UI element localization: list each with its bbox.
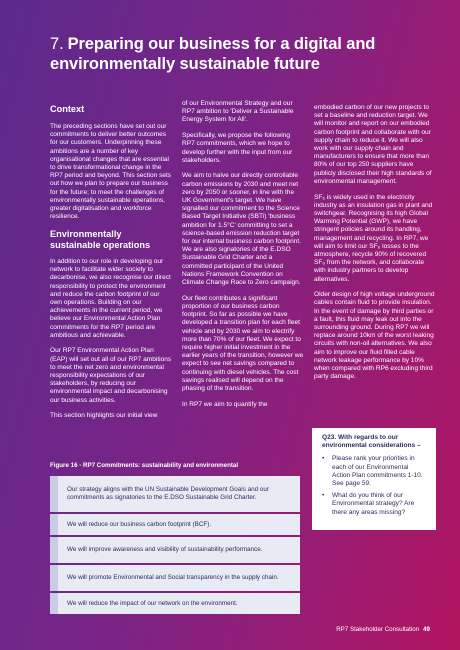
paragraph: Our fleet contributes a significant proportion of our business carbon footprint. So far as possible we have developed a transition plan for each fleet vehicle and by 2030 we aim to electrify more than 70% of our fleet. We expect to require higher initial investment in the earlier years of the transition, however we expect to see net savings compared to continuing with diesel vehicles. The cost savings realised will depend on the phasing of the transition. <box>182 294 304 392</box>
question-list <box>322 455 428 516</box>
paragraph: of our Environmental Strategy and our RP7 ambition to 'Deliver a Sustainable Energy System for All'. <box>182 100 294 124</box>
footer-label: RP7 Stakeholder Consultation <box>336 626 420 633</box>
paragraph: Our RP7 Environmental Action Plan (EAP) will set out all of our RP7 ambitions to meet the net zero and environmental responsibility expectations of our stakeholders, by reducing our environmental impact and decarbonising our business activities. <box>50 347 172 404</box>
paragraph: This section highlights our initial view <box>50 412 158 420</box>
figure-caption: Figure 16 - RP7 Commitments: sustainability and environmental <box>50 462 239 469</box>
context-paragraph: The preceding sections have set out our commitments to deliver better outcomes for our customers. Underpinning these ambitions are a number of key organisational changes that are essential to drive transformational change in the RP7 period and beyond. This section sets out how we plan to prepare our business for the future; to meet the challenges of environmentally sustainable operations, greater digitalisation and workforce resilience. <box>50 123 172 221</box>
section-title: Preparing our business for a digital and environmentally sustainable future <box>50 35 376 73</box>
paragraph: Specifically, we propose the following RP7 commitments, which we hope to develop further with the input from our stakeholders. <box>182 132 293 164</box>
paragraph: embodied carbon of our new projects to set a baseline and reduction target. We will monitor and report on our embodied carbon footprint and collaborate with our supply chain to reduce it. We will also work with our supply chain and manufacturers to ensure that more than 80% of our top 250 suppliers have publicly disclosed their high standards of environmental management. <box>314 104 432 185</box>
section-number: 7. <box>50 35 64 53</box>
column-1 <box>50 100 172 428</box>
paragraph: In addition to our role in developing our network to facilitate wider society to decarbonise, we also recognise our direct responsibility to protect the environment and reduce the carbon footprint of our own operations. Building on our achievements in the current period, we believe our Environmental Action Plan commitments for the RP7 period are ambitious and achievable. <box>50 257 171 339</box>
paragraph: In RP7 we aim to quantify the <box>182 400 268 408</box>
commitment-item: We will improve awareness and visibility of sustainability performance. <box>50 537 300 563</box>
environment-heading: Environmentally sustainable operations <box>50 228 151 250</box>
commitment-item: We will promote Environmental and Social transparency in the supply chain. <box>50 565 300 591</box>
column-2 <box>182 100 304 416</box>
column-3 <box>314 100 436 389</box>
question-item: • Please rank your priorities in each of our Environmental Action Plan commitments 1-10. See page 59. <box>322 455 428 488</box>
paragraph: SF₆ is widely used in the electricity industry as an insulation gas in plant and switchgear. Recognising its high Global Warming Potential (GWP), we have stringent policies around its handling, management and recycling. In RP7, we will aim to limit our SF₆ losses to the atmosphere, recycle 90% of recovered SF₆ from the network, and collaborate with industry partners to develop alternatives. <box>314 193 433 283</box>
question-heading: Q23. With regards to our environmental considerations – <box>322 434 421 450</box>
consultation-question-box <box>312 428 436 530</box>
page-footer <box>336 626 430 633</box>
commitment-item: We will reduce the impact of our network on the environment. <box>50 593 300 614</box>
question-item: • What do you think of our Environmental strategy? Are there any areas missing? <box>322 492 428 517</box>
paragraph: Older design of high voltage underground cables contain fluid to provide insulation. In the event of damage by third parties or a fault, this fluid may leak out into the surrounding ground. During RP7 we will replace around 10km of the worst leaking circuits with non-oil alternatives. We also aim to improve our fluid filled cable network leakage performance by 10% when compared with RP6 excluding third party damage. <box>314 291 435 381</box>
commitment-item: Our strategy aligns with the UN Sustainable Development Goals and our commitments as signatories to the E.DSO Sustainable Grid Charter. <box>50 476 300 512</box>
context-heading: Context <box>50 104 85 114</box>
paragraph: We aim to halve our directly controllable carbon emissions by 2030 and meet net zero by 2050 or sooner, in line with the UK Government's target. We have signalled our commitment to the Science Based Target Initiative (SBTi) 'business ambition for 1.5°C' committing to set a science-based emission reduction target for our internal business carbon footprint. We are also signatories of the E.DSO Sustainable Grid Charter and a committed participant of the United Nations Framework Convention on Climate Change Race to Zero campaign. <box>182 172 302 287</box>
commitment-item: We will reduce our business carbon footprint (BCF). <box>50 514 300 535</box>
page-number: 49 <box>423 626 430 633</box>
page-title <box>50 34 440 74</box>
